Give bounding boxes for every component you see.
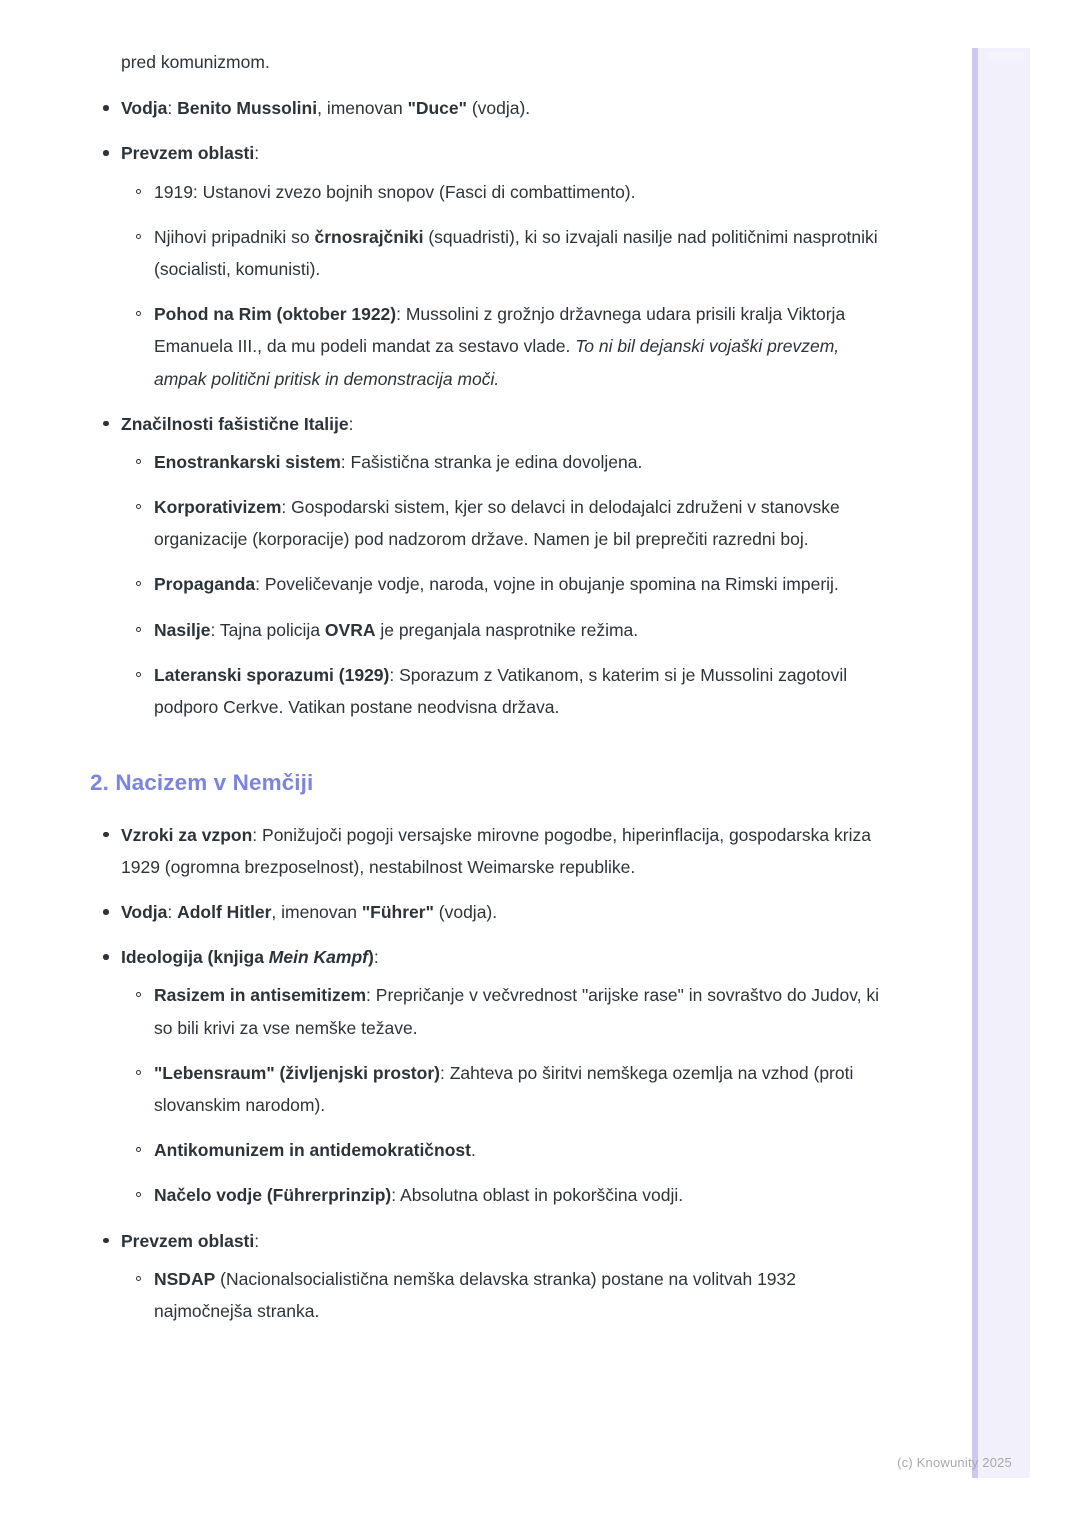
racism-term: Rasizem in antisemitizem (154, 985, 367, 1006)
hitler-name: Adolf Hitler (177, 902, 272, 923)
list-item-lateran-treaties (121, 659, 890, 723)
takeover-label: Prevzem oblasti (121, 143, 255, 164)
lateran-separator: : (389, 664, 400, 685)
list-item-propaganda (121, 568, 890, 600)
nazism-list (90, 819, 890, 1327)
blackshirts-pre: Njihovi pripadniki so (154, 226, 315, 247)
lebensraum-term: "Lebensraum" (življenjski prostor) (154, 1062, 440, 1083)
nsdap-text: (Nacionalsocialistična nemška delavska stranka) postane na volitvah 1932 najmočnejša stranka. (154, 1268, 797, 1321)
violence-separator: : (210, 619, 220, 640)
section-heading-nazism: 2. Nacizem v Nemčiji (90, 770, 314, 796)
leader-tail: (vodja). (466, 98, 531, 119)
racism-text: Prepričanje v večvrednost "arijske rase" in sovraštvo do Judov, ki so bili krivi za vse nemške težave. (154, 985, 880, 1038)
propaganda-separator: : (255, 574, 265, 595)
list-item-racism-antisemitism (121, 979, 890, 1043)
takeover-colon: : (254, 143, 260, 164)
lebensraum-separator: : (439, 1062, 450, 1083)
traits-colon: : (348, 413, 354, 434)
one-party-separator: : (340, 451, 351, 472)
corporativism-term: Korporativizem (154, 497, 282, 518)
ideology-label-pre: Ideologija (knjiga (121, 947, 269, 968)
corporativism-text: Gospodarski sistem, kjer so delavci in delodajalci združeni v stanovske organizacije (korporacije) pod nadzorom države. Namen je bil preprečiti razredni boj. (154, 497, 840, 550)
lateran-text: Sporazum z Vatikanom, s katerim si je Mussolini zagotovil podporo Cerkve. Vatikan postane neodvisna država. (154, 664, 848, 717)
list-item-lebensraum (121, 1057, 890, 1121)
list-item-takeover-germany (90, 1225, 890, 1328)
fuehrerprinzip-term: Načelo vodje (Führerprinzip) (154, 1185, 392, 1206)
ideology-colon: : (373, 947, 379, 968)
march-on-rome-text: Mussolini z grožnjo državnega udara prisili kralja Viktorja Emanuela III., da mu podeli mandat za sestavo vlade. (154, 304, 846, 357)
traits-sublist (121, 446, 890, 723)
list-item-causes-of-rise (90, 819, 890, 883)
list-item-fuehrerprinzip (121, 1179, 890, 1211)
document-content (0, 46, 960, 1327)
list-item-nsdap (121, 1263, 890, 1327)
takeover-germany-label: Prevzem oblasti (121, 1230, 255, 1251)
list-item-one-party-system (121, 446, 890, 478)
leader-separator: : (167, 98, 178, 119)
continued-paragraph: pred komunizmom. (121, 52, 270, 72)
list-item-ideology (90, 941, 890, 1211)
corporativism-separator: : (281, 497, 292, 518)
fuehrerprinzip-text: Absolutna oblast in pokorščina vodji. (400, 1185, 684, 1206)
racism-separator: : (366, 985, 376, 1006)
hitler-title: "Führer" (361, 902, 434, 923)
fasci-text: 1919: Ustanovi zvezo bojnih snopov (Fasci di combattimento). (154, 181, 636, 202)
list-item-violence-ovra (121, 614, 890, 646)
list-item-traits-fascist-italy (90, 408, 890, 724)
takeover-germany-colon: : (254, 1230, 260, 1251)
takeover-sublist (121, 176, 890, 395)
list-item-blackshirts (121, 221, 890, 285)
takeover-germany-sublist (121, 1263, 890, 1327)
march-on-rome-note: To ni bil dejanski vojaški prevzem, ampak politični pritisk in demonstracija moči. (154, 336, 840, 389)
hitler-separator: : (167, 902, 178, 923)
leader-name: Benito Mussolini (177, 98, 318, 119)
lebensraum-text: Zahteva po širitvi nemškega ozemlja na vzhod (proti slovanskim narodom). (154, 1062, 854, 1115)
hitler-label: Vodja (121, 902, 168, 923)
fascism-list (90, 92, 890, 723)
list-item-fasci-1919 (121, 176, 890, 208)
anticommunism-term: Antikomunizem in antidemokratičnost (154, 1140, 471, 1161)
hitler-mid: , imenovan (271, 902, 362, 923)
traits-label: Značilnosti fašistične Italije (121, 413, 349, 434)
list-item-leader-hitler (90, 896, 890, 928)
violence-mid: Tajna policija (219, 619, 325, 640)
leader-label: Vodja (121, 98, 168, 119)
one-party-text: Fašistična stranka je edina dovoljena. (350, 451, 643, 472)
leader-title: "Duce" (407, 98, 467, 119)
nsdap-term: NSDAP (154, 1268, 216, 1289)
hitler-tail: (vodja). (433, 902, 498, 923)
list-item-takeover-italy (90, 137, 890, 394)
right-edge-panel (972, 48, 1030, 1478)
lateran-term: Lateranski sporazumi (1929) (154, 664, 390, 685)
ideology-sublist (121, 979, 890, 1211)
list-item-anticommunism (121, 1134, 890, 1166)
anticommunism-separator: . (470, 1140, 476, 1161)
fuehrerprinzip-separator: : (391, 1185, 401, 1206)
violence-text: je preganjala nasprotnike režima. (375, 619, 639, 640)
leader-mid: , imenovan (317, 98, 408, 119)
causes-text: Ponižujoči pogoji versajske mirovne pogodbe, hiperinflacija, gospodarska kriza 1929 (ogromna brezposelnost), nestabilnost Weimarske republike. (121, 824, 871, 877)
blackshirts-post: (squadristi), ki so izvajali nasilje nad političnimi nasprotniki (socialisti, komunisti). (154, 226, 878, 279)
ideology-book-title: Mein Kampf (268, 947, 368, 968)
ovra-term: OVRA (324, 619, 376, 640)
march-on-rome-separator: : (396, 304, 406, 325)
right-edge-panel-sheen (988, 52, 1024, 66)
ideology-label-post: ) (367, 947, 374, 968)
propaganda-text: Poveličevanje vodje, naroda, vojne in obujanje spomina na Rimski imperij. (264, 574, 839, 595)
list-item-march-on-rome (121, 298, 890, 395)
violence-term: Nasilje (154, 619, 211, 640)
march-on-rome-term: Pohod na Rim (oktober 1922) (154, 304, 397, 325)
blackshirts-term: črnosrajčniki (314, 226, 424, 247)
causes-label: Vzroki za vzpon (121, 824, 253, 845)
list-item-corporativism (121, 491, 890, 555)
causes-separator: : (252, 824, 263, 845)
copyright-watermark: (c) Knowunity 2025 (897, 1455, 1012, 1470)
one-party-term: Enostrankarski sistem (154, 451, 341, 472)
propaganda-term: Propaganda (154, 574, 256, 595)
list-item-leader-mussolini (90, 92, 890, 124)
